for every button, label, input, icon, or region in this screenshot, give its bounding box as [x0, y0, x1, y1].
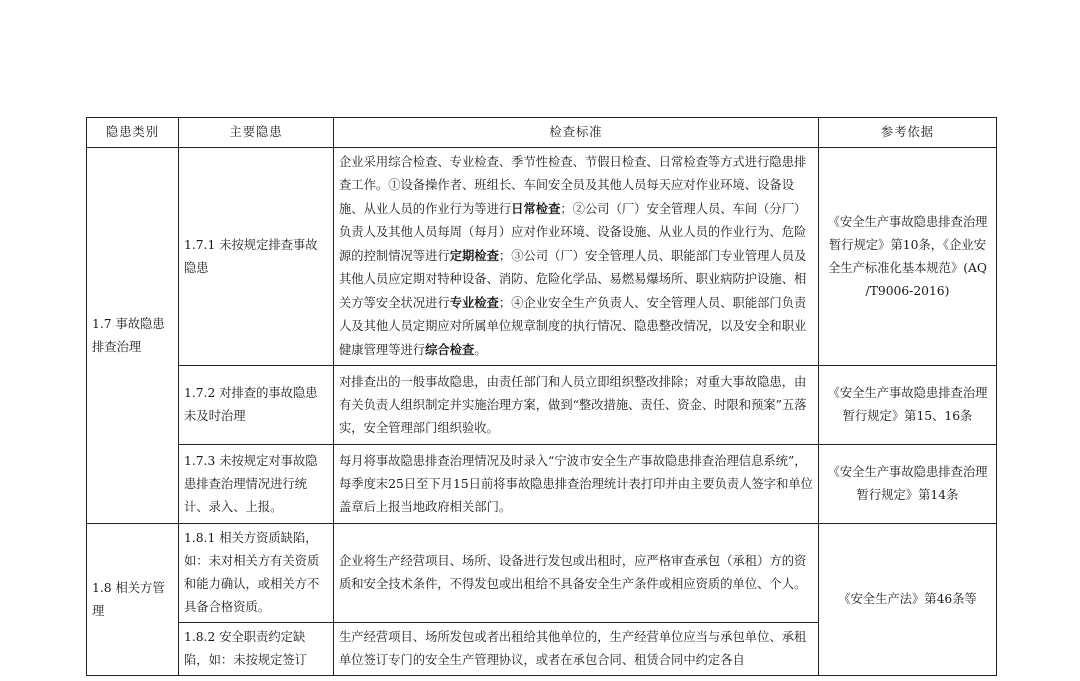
standard-cell: 生产经营项目、场所发包或者出租给其他单位的，生产经营单位应当与承包单位、承租单位签订专门的安全生产管理协议，或者在承包合同、租赁合同中约定各自: [334, 623, 819, 676]
standard-text: ；④企业安全生产负责人、安全管理人员、职能部门负责人及其他人员定期应对所属单位规章制度的执行情况、隐患整改情况，以及安全和职业健康管理等进行: [339, 296, 807, 357]
header-reference: 参考依据: [819, 118, 997, 148]
header-standard: 检查标准: [334, 118, 819, 148]
hazard-cell: 1.7.2 对排查的事故隐患未及时治理: [179, 366, 334, 445]
header-hazard: 主要隐患: [179, 118, 334, 148]
standard-emphasis: 专业检查: [449, 295, 499, 310]
standard-cell: 每月将事故隐患排查治理情况及时录入“宁波市安全生产事故隐患排查治理信息系统”，每季度末25日至下月15日前将事故隐患排查治理统计表打印并由主要负责人签字和单位盖章后上报当地政府相关部门。: [334, 445, 819, 524]
standard-text: ；②公司（厂）安全管理人员、车间（分厂）负责人及其他人员每周（每月）应对作业环境、设备设施、从业人员的作业行为、危险源的控制情况等进行: [339, 202, 807, 263]
header-category: 隐患类别: [87, 118, 179, 148]
hazard-inspection-table: [86, 117, 997, 676]
standard-emphasis: 日常检查: [511, 201, 561, 216]
reference-cell: 《安全生产事故隐患排查治理暂行规定》第14条: [819, 445, 997, 524]
standard-emphasis: 定期检查: [449, 248, 499, 263]
standard-cell: 对排查出的一般事故隐患，由责任部门和人员立即组织整改排除；对重大事故隐患，由有关负责人组织制定并实施治理方案，做到“整改措施、责任、资金、时限和预案”五落实，安全管理部门组织验收。: [334, 366, 819, 445]
reference-cell: 《安全生产事故隐患排查治理暂行规定》第15、16条: [819, 366, 997, 445]
table-header-row: [87, 118, 997, 148]
table-row: [87, 524, 997, 623]
hazard-cell: 1.8.2 安全职责约定缺陷，如：未按规定签订: [179, 623, 334, 676]
hazard-cell: 1.7.3 未按规定对事故隐患排查治理情况进行统计、录入、上报。: [179, 445, 334, 524]
reference-cell: 《安全生产事故隐患排查治理暂行规定》第10条，《企业安全生产标准化基本规范》(AQ /T9006-2016): [819, 148, 997, 366]
hazard-cell: 1.7.1 未按规定排查事故隐患: [179, 148, 334, 366]
table-row: [87, 366, 997, 445]
standard-cell: 企业将生产经营项目、场所、设备进行发包或出租时，应严格审查承包（承租）方的资质和安全技术条件，不得发包或出租给不具备安全生产条件或相应资质的单位、个人。: [334, 524, 819, 623]
table-row: [87, 148, 997, 366]
standard-text: 企业采用综合检查、专业检查、季节性检查、节假日检查、日常检查等方式进行隐患排查工作。①设备操作者、班组长、车间安全员及其他人员每天应对作业环境、设备设施、从业人员的作业行为等进行: [339, 155, 807, 216]
standard-text: ；③公司（厂）安全管理人员、职能部门专业管理人员及其他人员应定期对特种设备、消防、危险化学品、易燃易爆场所、职业病防护设施、相关方等安全状况进行: [339, 249, 807, 310]
hazard-cell: 1.8.1 相关方资质缺陷，如：未对相关方有关资质和能力确认，或相关方不具备合格资质。: [179, 524, 334, 623]
table-row: [87, 445, 997, 524]
category-cell: 1.8 相关方管理: [87, 524, 179, 676]
reference-cell: 《安全生产法》第46条等: [819, 524, 997, 676]
standard-cell: [334, 148, 819, 366]
standard-text: 。: [474, 343, 487, 357]
standard-emphasis: 综合检查: [425, 342, 475, 357]
category-cell: 1.7 事故隐患排查治理: [87, 148, 179, 524]
